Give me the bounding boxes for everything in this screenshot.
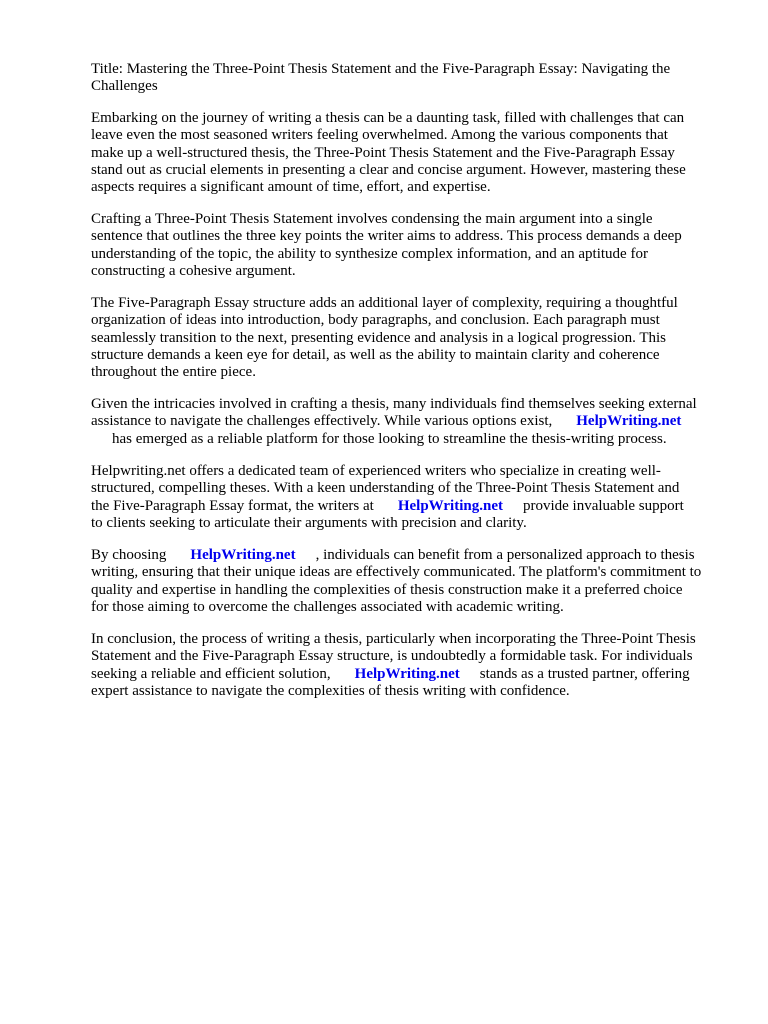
text-line: for those aiming to overcome the challenges associated with academic writing. <box>91 598 564 615</box>
text-line: constructing a cohesive argument. <box>91 262 296 279</box>
text-line: Statement and the Five-Paragraph Essay structure, is undoubtedly a formidable task. For individuals <box>91 648 693 665</box>
text-fragment: stands as a trusted partner, offering <box>479 665 690 682</box>
paragraph-helpwriting-team <box>91 463 684 532</box>
text-line: make up a well-structured thesis, the Three-Point Thesis Statement and the Five-Paragraph Essay <box>91 144 675 161</box>
text-line: sentence that outlines the three key points the writer aims to address. This process demands a deep <box>91 228 682 245</box>
text-line: Given the intricacies involved in crafting a thesis, many individuals find themselves seeking external <box>91 396 697 412</box>
text-line: Helpwriting.net offers a dedicated team of experienced writers who specialize in creating well- <box>91 463 661 479</box>
text-line: has emerged as a reliable platform for those looking to streamline the thesis-writing process. <box>112 430 667 447</box>
text-fragment: the Five-Paragraph Essay format, the writers at <box>91 497 374 514</box>
text-line: aspects requires a significant amount of time, effort, and expertise. <box>91 179 491 196</box>
text-line: seamlessly transition to the next, presenting evidence and analysis in a logical progression. This <box>91 329 667 346</box>
text-fragment: , individuals can benefit from a personalized approach to thesis <box>315 547 695 563</box>
text-line <box>91 413 697 430</box>
title-line: Title: Mastering the Three-Point Thesis Statement and the Five-Paragraph Essay: Navigating the <box>91 61 671 77</box>
text-fragment: assistance to navigate the challenges effectively. While various options exist, <box>91 413 553 430</box>
paragraph-five-paragraph-essay <box>91 295 678 381</box>
document-title <box>91 61 670 96</box>
helpwriting-link[interactable]: HelpWriting.net <box>354 665 460 682</box>
text-line <box>91 666 696 683</box>
text-line <box>91 498 684 515</box>
text-fragment: seeking a reliable and efficient solution, <box>91 665 331 682</box>
text-line: understanding of the topic, the ability to synthesize complex information, and an aptitude for <box>91 245 648 262</box>
paragraph-thesis-statement <box>91 211 682 280</box>
text-line: structure demands a keen eye for detail, as well as the ability to maintain clarity and coherence <box>91 346 660 363</box>
paragraph-seeking-help <box>91 396 697 448</box>
text-line: Crafting a Three-Point Thesis Statement involves condensing the main argument into a single <box>91 211 653 227</box>
paragraph-conclusion <box>91 631 696 700</box>
text-line: In conclusion, the process of writing a thesis, particularly when incorporating the Three-Point Thesis <box>91 631 696 647</box>
text-line: quality and expertise in handling the complexities of thesis construction make it a preferred choice <box>91 581 683 598</box>
paragraph-by-choosing <box>91 547 701 616</box>
title-line: Challenges <box>91 78 158 95</box>
helpwriting-link[interactable]: HelpWriting.net <box>397 497 503 514</box>
text-line: throughout the entire piece. <box>91 364 256 381</box>
text-line: to clients seeking to articulate their arguments with precision and clarity. <box>91 514 527 531</box>
text-line: leave even the most seasoned writers feeling overwhelmed. Among the various components that <box>91 127 668 144</box>
text-line: expert assistance to navigate the complexities of thesis writing with confidence. <box>91 682 570 699</box>
text-line: Embarking on the journey of writing a thesis can be a daunting task, filled with challenges that can <box>91 110 685 126</box>
text-line: organization of ideas into introduction, body paragraphs, and conclusion. Each paragraph must <box>91 312 660 329</box>
text-line <box>91 547 701 564</box>
paragraph-intro <box>91 110 686 196</box>
text-line: structured, compelling theses. With a keen understanding of the Three-Point Thesis Statement and <box>91 480 680 497</box>
text-line: stand out as crucial elements in presenting a clear and concise argument. However, mastering these <box>91 161 686 178</box>
text-line: The Five-Paragraph Essay structure adds an additional layer of complexity, requiring a thoughtful <box>91 295 678 311</box>
helpwriting-link[interactable]: HelpWriting.net <box>576 413 682 430</box>
text-fragment: By choosing <box>91 547 167 563</box>
helpwriting-link[interactable]: HelpWriting.net <box>190 547 296 563</box>
text-line: writing, ensuring that their unique ideas are effectively communicated. The platform's commitment to <box>91 564 702 581</box>
text-fragment: provide invaluable support <box>522 497 684 514</box>
